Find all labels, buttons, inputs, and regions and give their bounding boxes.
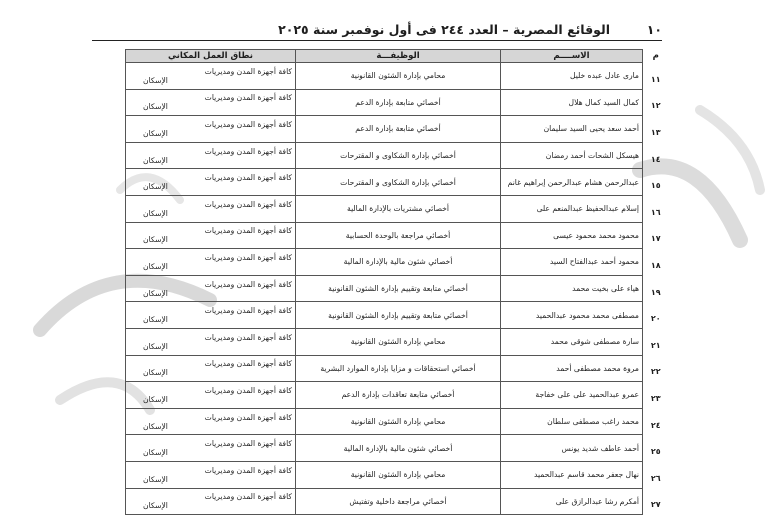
employee-name: أمكرم رشا عبدالرازق على <box>501 488 643 515</box>
work-scope-line-2: الإسكان <box>143 474 168 484</box>
job-title: أخصائي شئون مالية بالإدارة المالية <box>296 249 501 276</box>
row-number: ١٣ <box>650 127 661 137</box>
work-scope-line-1: كافة أجهزة المدن ومديريات <box>204 492 292 502</box>
work-scope-line-1: كافة أجهزة المدن ومديريات <box>204 439 292 449</box>
work-scope-line-2: الإسكان <box>143 128 168 138</box>
table-row <box>126 89 669 116</box>
employee-name: مارى عادل عبده خليل <box>501 63 643 90</box>
employee-name: عمرو عبدالحميد على على خفاجة <box>501 382 643 409</box>
table-row <box>126 116 669 143</box>
job-title: أخصائي متابعة وتقييم بإدارة الشئون القانونية <box>296 275 501 302</box>
staff-table <box>125 49 669 515</box>
row-number: ١١ <box>650 74 661 84</box>
employee-name: سارة مصطفى شوقى محمد <box>501 328 643 355</box>
header-divider <box>92 40 662 41</box>
employee-name: هياء على بخيت محمد <box>501 275 643 302</box>
job-title: أخصائي متابعة وتقييم بإدارة الشئون القانونية <box>296 302 501 329</box>
employee-name: إسلام عبدالحفيظ عبدالمنعم على <box>501 195 643 222</box>
table-row <box>126 488 669 515</box>
work-scope-line-2: الإسكان <box>143 341 168 351</box>
work-scope-line-1: كافة أجهزة المدن ومديريات <box>204 226 292 236</box>
row-number: ٢٤ <box>650 420 661 430</box>
job-title: أخصائي متابعة تعاقدات بإدارة الدعم <box>296 382 501 409</box>
row-number: ٢٢ <box>650 367 661 377</box>
work-scope-line-2: الإسكان <box>143 208 168 218</box>
row-number: ١٨ <box>650 260 661 270</box>
work-scope-line-1: كافة أجهزة المدن ومديريات <box>204 412 292 422</box>
table-body <box>126 63 669 515</box>
work-scope <box>126 116 296 143</box>
work-scope-line-2: الإسكان <box>143 261 168 271</box>
work-scope <box>126 169 296 196</box>
work-scope-line-1: كافة أجهزة المدن ومديريات <box>204 252 292 262</box>
work-scope <box>126 302 296 329</box>
work-scope-line-2: الإسكان <box>143 501 168 511</box>
work-scope-line-1: كافة أجهزة المدن ومديريات <box>204 306 292 316</box>
job-title: أخصائي مراجعة بالوحدة الحسابية <box>296 222 501 249</box>
column-header-scope: نطاق العمل المكاني <box>126 50 296 63</box>
table-row <box>126 275 669 302</box>
employee-name: أحمد سعد يحيى السيد سليمان <box>501 116 643 143</box>
work-scope <box>126 488 296 515</box>
row-number: ١٢ <box>650 101 661 111</box>
work-scope-line-1: كافة أجهزة المدن ومديريات <box>204 359 292 369</box>
employee-name: محمود محمد محمود عيسى <box>501 222 643 249</box>
job-title: أخصائي مشتريات بالإدارة المالية <box>296 195 501 222</box>
row-number: ٢١ <box>650 340 661 350</box>
row-number: ١٧ <box>650 234 661 244</box>
table-row <box>126 328 669 355</box>
table-row <box>126 302 669 329</box>
work-scope <box>126 249 296 276</box>
page-number: ١٠ <box>646 22 662 37</box>
work-scope-line-1: كافة أجهزة المدن ومديريات <box>204 279 292 289</box>
work-scope <box>126 63 296 90</box>
work-scope <box>126 195 296 222</box>
table-row <box>126 249 669 276</box>
work-scope-line-2: الإسكان <box>143 288 168 298</box>
job-title: أخصائي شئون مالية بالإدارة المالية <box>296 435 501 462</box>
table-row <box>126 382 669 409</box>
row-number: ٢٠ <box>650 314 661 324</box>
column-header-no: م <box>652 50 659 61</box>
job-title: أخصائي متابعة بإدارة الدعم <box>296 116 501 143</box>
job-title: محامي بإدارة الشئون القانونية <box>296 408 501 435</box>
row-number: ١٩ <box>650 287 661 297</box>
work-scope-line-1: كافة أجهزة المدن ومديريات <box>204 173 292 183</box>
row-number: ١٥ <box>650 181 661 191</box>
table-row <box>126 355 669 382</box>
work-scope-line-2: الإسكان <box>143 182 168 192</box>
employee-name: أحمد عاطف شديد يونس <box>501 435 643 462</box>
work-scope <box>126 89 296 116</box>
table-header-row <box>126 50 669 63</box>
work-scope-line-2: الإسكان <box>143 155 168 165</box>
job-title: أخصائي استحقاقات و مزايا بإدارة الموارد البشرية <box>296 355 501 382</box>
work-scope-line-2: الإسكان <box>143 448 168 458</box>
job-title: أخصائي متابعة بإدارة الدعم <box>296 89 501 116</box>
work-scope-line-2: الإسكان <box>143 235 168 245</box>
table-row <box>126 142 669 169</box>
job-title: محامي بإدارة الشئون القانونية <box>296 63 501 90</box>
employee-name: محمد راغب مصطفى سلطان <box>501 408 643 435</box>
row-number: ١٦ <box>650 207 661 217</box>
work-scope-line-1: كافة أجهزة المدن ومديريات <box>204 385 292 395</box>
row-number: ٢٣ <box>650 393 661 403</box>
row-number: ٢٥ <box>650 447 661 457</box>
work-scope-line-1: كافة أجهزة المدن ومديريات <box>204 199 292 209</box>
row-number: ٢٦ <box>650 473 661 483</box>
work-scope-line-2: الإسكان <box>143 421 168 431</box>
row-number: ٢٧ <box>650 500 661 510</box>
employee-name: هيسكل الشحات أحمد رمضان <box>501 142 643 169</box>
work-scope-line-1: كافة أجهزة المدن ومديريات <box>204 332 292 342</box>
table-row <box>126 222 669 249</box>
job-title: أخصائي بإدارة الشكاوى و المقترحات <box>296 142 501 169</box>
table-row <box>126 63 669 90</box>
page-title: الوقائع المصرية – العدد ٢٤٤ فى أول نوفمبر سنة ٢٠٢٥ <box>278 22 610 37</box>
work-scope <box>126 461 296 488</box>
work-scope-line-1: كافة أجهزة المدن ومديريات <box>204 119 292 129</box>
work-scope-line-2: الإسكان <box>143 394 168 404</box>
column-header-name: الاســــم <box>501 50 643 63</box>
job-title: أخصائي مراجعة داخلية وتفتيش <box>296 488 501 515</box>
employee-name: محمود أحمد عبدالفتاح السيد <box>501 249 643 276</box>
employee-name: مصطفى محمد محمود عبدالحميد <box>501 302 643 329</box>
column-header-job: الوظيفـــة <box>296 50 501 63</box>
work-scope-line-2: الإسكان <box>143 315 168 325</box>
table-row <box>126 195 669 222</box>
work-scope-line-2: الإسكان <box>143 102 168 112</box>
work-scope <box>126 222 296 249</box>
work-scope-line-2: الإسكان <box>143 75 168 85</box>
job-title: محامي بإدارة الشئون القانونية <box>296 328 501 355</box>
work-scope-line-2: الإسكان <box>143 368 168 378</box>
table-row <box>126 169 669 196</box>
employee-name: عبدالرحمن هشام عبدالرحمن إبراهيم غانم <box>501 169 643 196</box>
row-number: ١٤ <box>650 154 661 164</box>
table-row <box>126 408 669 435</box>
work-scope-line-1: كافة أجهزة المدن ومديريات <box>204 465 292 475</box>
work-scope-line-1: كافة أجهزة المدن ومديريات <box>204 93 292 103</box>
employee-name: نهال جعفر محمد قاسم عبدالحميد <box>501 461 643 488</box>
job-title: أخصائي بإدارة الشكاوى و المقترحات <box>296 169 501 196</box>
work-scope <box>126 275 296 302</box>
work-scope-line-1: كافة أجهزة المدن ومديريات <box>204 146 292 156</box>
employee-name: كمال السيد كمال هلال <box>501 89 643 116</box>
work-scope <box>126 142 296 169</box>
job-title: محامي بإدارة الشئون القانونية <box>296 461 501 488</box>
work-scope <box>126 382 296 409</box>
work-scope <box>126 355 296 382</box>
employee-name: مروة محمد مصطفى أحمد <box>501 355 643 382</box>
page-header <box>92 21 662 39</box>
table-row <box>126 461 669 488</box>
work-scope-line-1: كافة أجهزة المدن ومديريات <box>204 66 292 76</box>
work-scope <box>126 408 296 435</box>
work-scope <box>126 328 296 355</box>
